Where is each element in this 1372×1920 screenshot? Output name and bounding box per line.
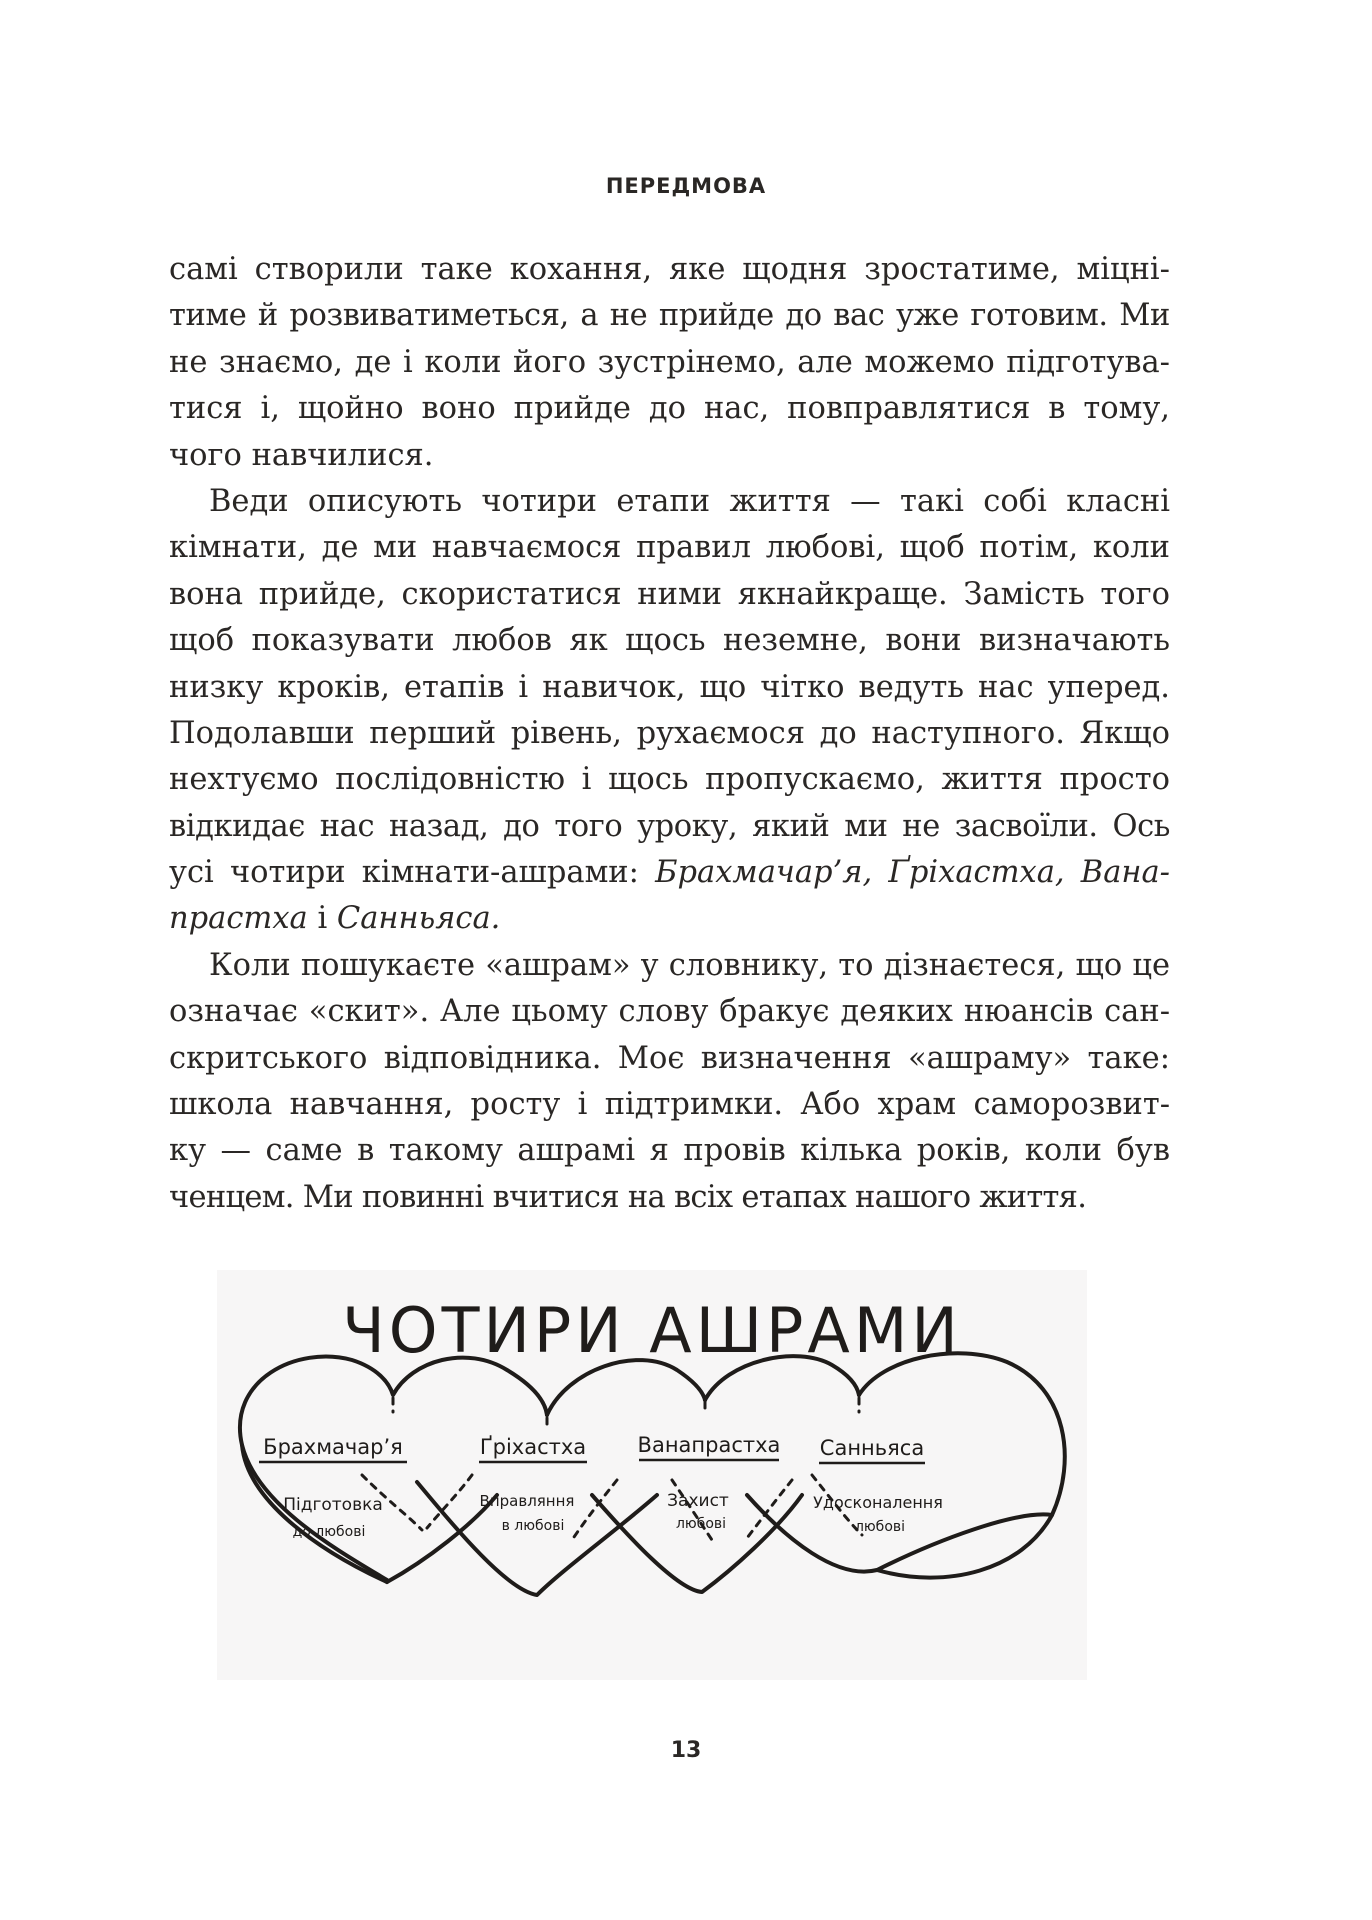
ashram-description: любові (675, 1516, 727, 1532)
running-head: ПЕРЕДМОВА (605, 174, 767, 198)
ashram-description: в любові (501, 1518, 565, 1534)
italic-term: Санньяса. (336, 901, 501, 937)
text-line: чого навчилися. (169, 437, 434, 473)
ashram-description: Захист (667, 1491, 729, 1511)
text-line: Веди описують чотири етапи життя — такі собі класні (209, 483, 1170, 519)
body-text (169, 247, 1170, 1221)
text-line: відкидає нас назад, до того уроку, який ми не засвоїли. Ось (169, 808, 1170, 844)
text-line: скритського відповідника. Моє визначення «ашраму» таке: (169, 1040, 1170, 1076)
italic-term: Брахмачар’я, Ґріхастха, Вана- (655, 855, 1170, 891)
text-line (169, 896, 1170, 942)
ashram-name: Санньяса (819, 1436, 925, 1460)
text-line: Подолавши перший рівень, рухаємося до наступного. Якщо (169, 715, 1170, 751)
figure-title: ЧОТИРИ АШРАМИ (342, 1294, 962, 1367)
text-line: ченцем. Ми повинні вчитися на всіх етапах нашого життя. (169, 1179, 1087, 1215)
ashram-description: Вправляння (479, 1492, 575, 1510)
ashram-name: Ванапрастха (637, 1433, 781, 1457)
text-line: нехтуємо послідовністю і щось пропускаємо, життя просто (169, 762, 1170, 798)
ashram-description: Удосконалення (813, 1493, 943, 1512)
ashram-description: Підготовка (283, 1495, 383, 1515)
text-line: не знаємо, де і коли його зустрінемо, але можемо підготува- (169, 344, 1170, 380)
text-span: і (307, 901, 337, 937)
text-line (169, 850, 1170, 896)
ashram-description: до любові (292, 1524, 366, 1540)
text-line: ку — саме в такому ашрамі я провів кілька років, коли був (169, 1133, 1170, 1169)
text-line: кімнати, де ми навчаємося правил любові, щоб потім, коли (169, 530, 1170, 566)
hearts-drawing (217, 1270, 1087, 1680)
text-line: щоб показувати любов як щось неземне, вони визначають (169, 623, 1170, 659)
page-number: 13 (670, 1738, 702, 1763)
text-line: тиме й розвиватиметься, а не прийде до вас уже готовим. Ми (169, 298, 1170, 334)
heart-outline (547, 1360, 705, 1415)
text-line: означає «скит». Але цьому слову бракує деяких нюансів сан- (169, 994, 1170, 1030)
italic-term: прастха (169, 901, 308, 937)
dashed-overlap (747, 1480, 792, 1538)
dashed-overlap (572, 1480, 617, 1540)
text-line: школа навчання, росту і підтримки. Або храм саморозвит- (169, 1087, 1170, 1123)
text-line: самі створили таке кохання, яке щодня зростатиме, міцні- (169, 252, 1170, 287)
text-span: усі чотири кімнати-ашрами: (169, 855, 656, 891)
text-line: тися і, щойно воно прийде до нас, повправлятися в тому, (169, 391, 1170, 427)
heart-outline (240, 1357, 547, 1580)
text-line: низку кроків, етапів і навичок, що чітко ведуть нас уперед. (169, 669, 1170, 705)
ashram-name: Ґріхастха (479, 1435, 587, 1459)
heart-outline (859, 1353, 1065, 1577)
text-line: вона прийде, скористатися ними якнайкраще. Замість того (169, 576, 1170, 612)
text-line: Коли пошукаєте «ашрам» у словнику, то дізнаєтеся, що це (209, 947, 1170, 983)
ashram-name: Брахмачар’я (263, 1435, 403, 1459)
ashram-description: любові (854, 1519, 906, 1535)
four-ashrams-illustration (217, 1270, 1087, 1680)
